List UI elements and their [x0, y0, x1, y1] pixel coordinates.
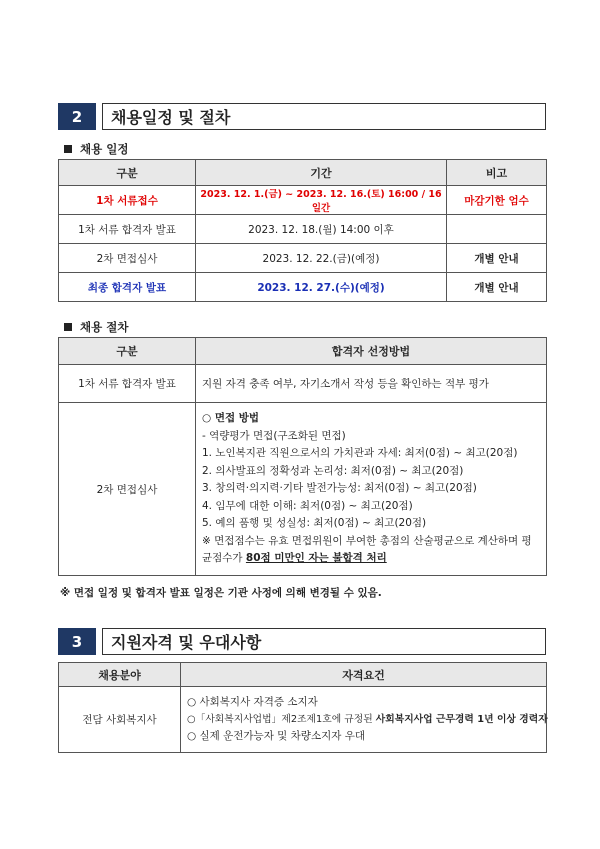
table-row — [59, 215, 547, 244]
table-row — [59, 273, 547, 302]
note-cell: 개별 안내 — [447, 273, 547, 302]
period-cell: 2023. 12. 27.(수)(예정) — [196, 273, 447, 302]
method-line: 2. 의사발표의 정확성과 논리성: 최저(0점) ~ 최고(20점) — [202, 464, 464, 477]
schedule-heading — [64, 141, 128, 157]
procedure-table — [58, 337, 547, 576]
schedule-table — [58, 159, 547, 302]
header-field: 채용분야 — [59, 663, 181, 687]
header-period: 기간 — [196, 160, 447, 186]
qualification-table — [58, 662, 547, 753]
header-requirements: 자격요건 — [181, 663, 547, 687]
method-line: 3. 창의력·의지력·기타 발전가능성: 최저(0점) ~ 최고(20점) — [202, 482, 477, 495]
requirement-item: ○ 실제 운전가능자 및 차량소지자 우대 — [187, 730, 365, 742]
schedule-heading-text: 채용 일정 — [80, 142, 129, 156]
requirements-cell — [181, 687, 547, 753]
section-title: 채용일정 및 절차 — [102, 103, 546, 130]
requirement-item: ○ 사회복지사 자격증 소지자 — [187, 696, 318, 708]
method-line: 4. 임무에 대한 이해: 최저(0점) ~ 최고(20점) — [202, 499, 413, 512]
stage-cell: 1차 서류 합격자 발표 — [59, 365, 196, 403]
table-row — [59, 365, 547, 403]
method-line: - 역량평가 면접(구조화된 면접) — [202, 429, 346, 442]
requirement-emphasis: 사회복지사업 근무경력 1년 이상 경력자 — [375, 714, 548, 725]
stage-cell: 2차 면접심사 — [59, 403, 196, 576]
method-line: 5. 예의 품행 및 성실성: 최저(0점) ~ 최고(20점) — [202, 517, 427, 530]
section-number: 2 — [58, 103, 96, 130]
stage-cell: 2차 면접심사 — [59, 244, 196, 273]
header-stage: 구분 — [59, 338, 196, 365]
square-bullet-icon — [64, 145, 72, 153]
note-emphasis: 80점 미만인 자는 불합격 처리 — [245, 552, 387, 565]
method-cell: 지원 자격 충족 여부, 자기소개서 작성 등을 확인하는 적부 평가 — [196, 365, 547, 403]
requirement-text: ○「사회복지사업법」제2조제1호에 규정된 — [187, 714, 376, 725]
period-cell: 2023. 12. 1.(금) ~ 2023. 12. 16.(토) 16:00 / 16일간 — [196, 186, 447, 215]
note-cell: 마감기한 엄수 — [447, 186, 547, 215]
table-row — [59, 403, 547, 576]
stage-cell: 최종 합격자 발표 — [59, 273, 196, 302]
field-cell: 전담 사회복지사 — [59, 687, 181, 753]
period-cell: 2023. 12. 22.(금)(예정) — [196, 244, 447, 273]
stage-cell: 1차 서류 합격자 발표 — [59, 215, 196, 244]
section-title: 지원자격 및 우대사항 — [102, 628, 546, 655]
table-row — [59, 186, 547, 215]
procedure-heading-text: 채용 절차 — [80, 320, 129, 334]
method-line: 1. 노인복지관 직원으로서의 가치관과 자세: 최저(0점) ~ 최고(20점) — [202, 447, 518, 460]
procedure-heading — [64, 319, 128, 335]
header-stage: 구분 — [59, 160, 196, 186]
note-cell: 개별 안내 — [447, 244, 547, 273]
table-row — [59, 687, 547, 753]
square-bullet-icon — [64, 323, 72, 331]
method-title: ○ 면접 방법 — [202, 412, 260, 425]
section-2-header — [58, 103, 546, 130]
schedule-footnote: ※ 면접 일정 및 합격자 발표 일정은 기관 사정에 의해 변경될 수 있음. — [60, 587, 382, 599]
header-method: 합격자 선정방법 — [196, 338, 547, 365]
section-3-header — [58, 628, 546, 655]
note-cell — [447, 215, 547, 244]
table-row — [59, 244, 547, 273]
method-note — [202, 533, 540, 568]
note-text: ※ 면접점수는 유효 면접위원이 부여한 총점의 산술평균으로 계산하며 평균점수가 — [202, 534, 532, 565]
period-cell: 2023. 12. 18.(월) 14:00 이후 — [196, 215, 447, 244]
header-note: 비고 — [447, 160, 547, 186]
section-number: 3 — [58, 628, 96, 655]
requirement-item — [187, 711, 548, 728]
stage-cell: 1차 서류접수 — [59, 186, 196, 215]
method-detail-cell — [196, 403, 547, 576]
